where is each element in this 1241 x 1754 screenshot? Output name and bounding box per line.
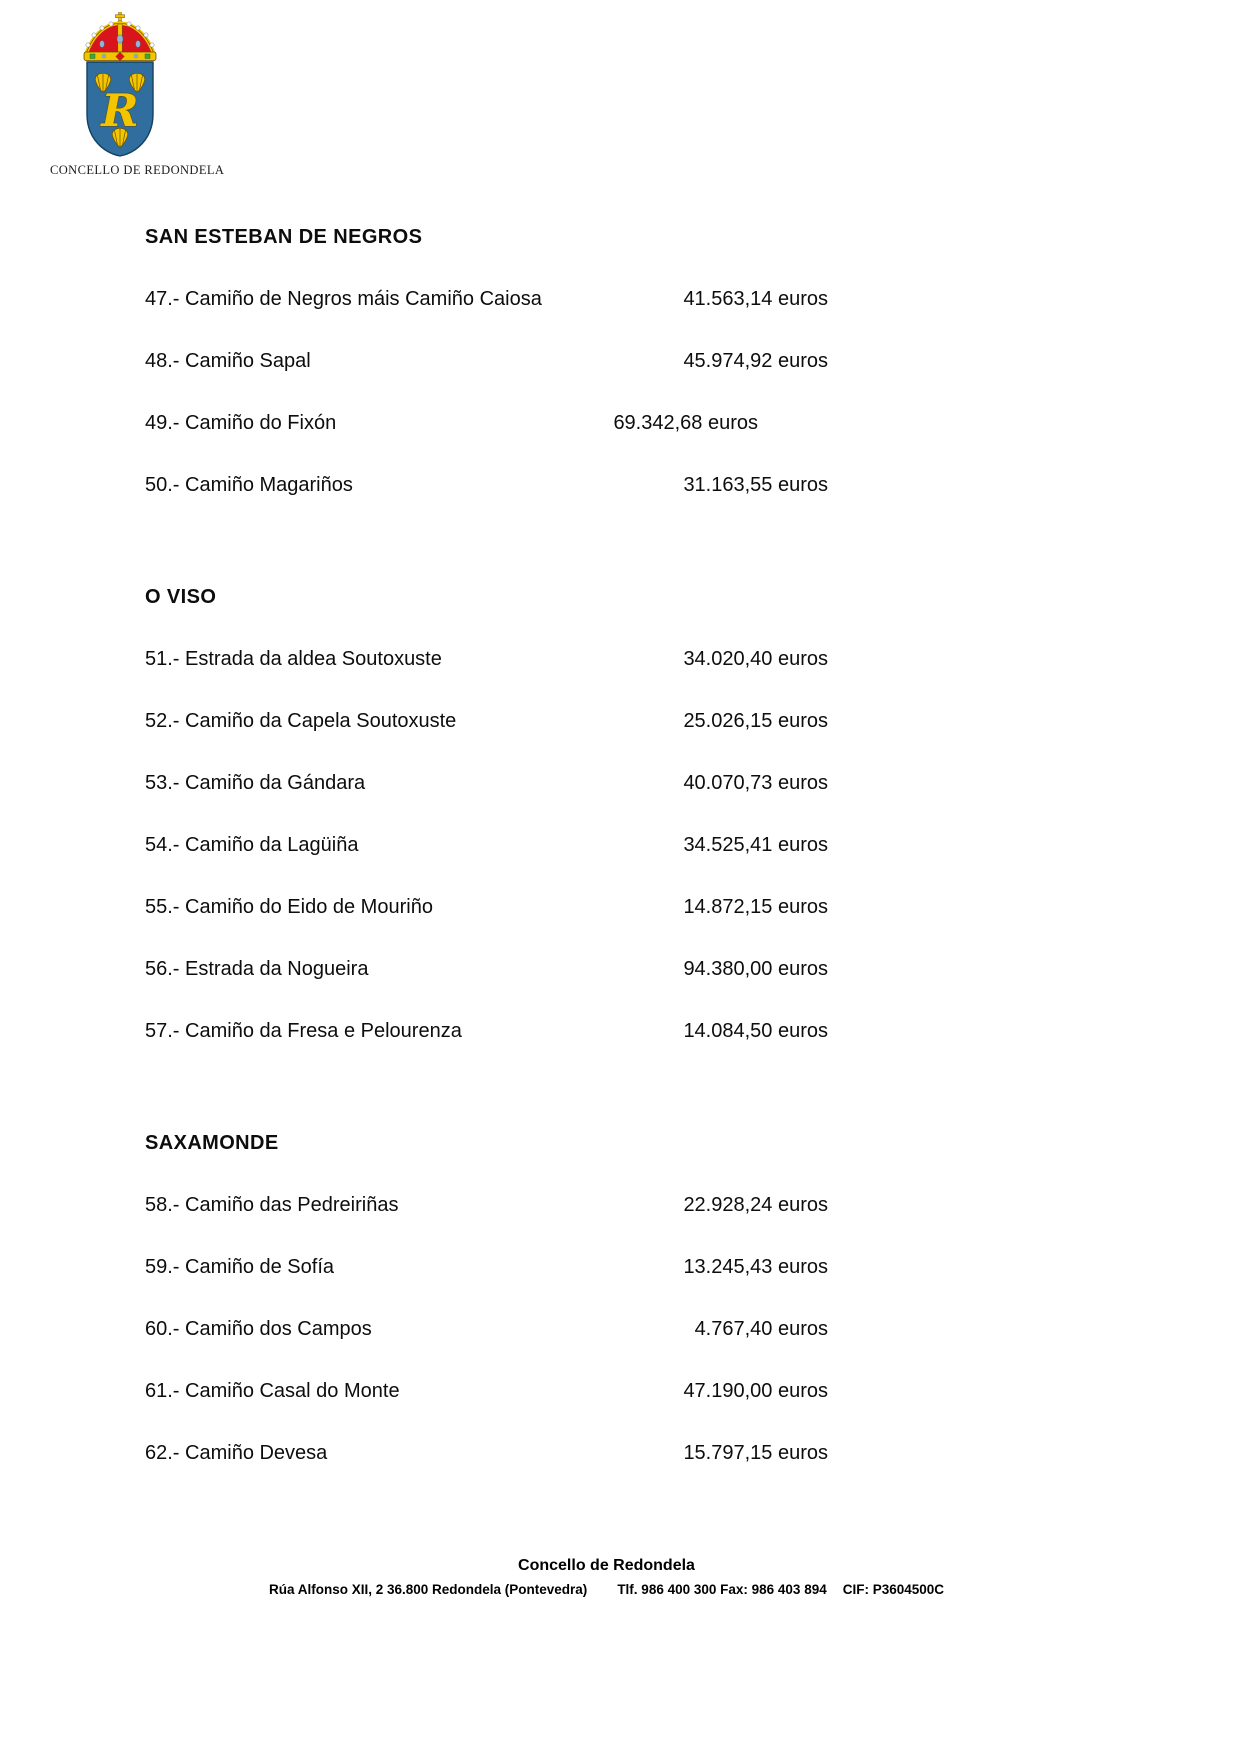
road-name: 52.- Camiño da Capela Soutoxuste [145,710,457,732]
section-title: O VISO [145,586,217,608]
amount-value: 22.928,24 euros [683,1194,828,1216]
parish-section [145,225,828,497]
budget-line-item [145,1255,828,1279]
amount-value: 47.190,00 euros [683,1380,828,1402]
footer-phone-fax: Tlf. 986 400 300 Fax: 986 403 894 [617,1582,827,1597]
road-name: 47.- Camiño de Negros máis Camiño Caiosa [145,288,542,310]
road-name: 49.- Camiño do Fixón [145,412,337,434]
road-name: 54.- Camiño da Lagüiña [145,834,359,856]
amount-value: 4.767,40 euros [694,1318,828,1340]
municipal-logo [50,12,225,178]
amount-value: 94.380,00 euros [683,958,828,980]
amount-value: 40.070,73 euros [683,772,828,794]
page-footer [0,1556,1241,1598]
road-name: 58.- Camiño das Pedreiriñas [145,1194,399,1216]
budget-line-item [145,895,828,919]
document-body [145,225,828,1465]
parish-section [145,1131,828,1465]
budget-line-item [145,957,828,981]
road-name: 61.- Camiño Casal do Monte [145,1380,400,1402]
amount-value: 25.026,15 euros [683,710,828,732]
amount-value: 14.872,15 euros [683,896,828,918]
road-name: 51.- Estrada da aldea Soutoxuste [145,648,442,670]
budget-line-item [145,1193,828,1217]
road-name: 59.- Camiño de Sofía [145,1256,334,1278]
budget-line-item [145,473,828,497]
amount-value: 34.020,40 euros [683,648,828,670]
budget-line-item [145,1441,828,1465]
logo-caption: CONCELLO DE REDONDELA [50,163,225,177]
amount-value: 45.974,92 euros [683,350,828,372]
road-name: 56.- Estrada da Nogueira [145,958,369,980]
road-name: 50.- Camiño Magariños [145,474,353,496]
budget-line-item [145,287,828,311]
amount-value: 41.563,14 euros [683,288,828,310]
coat-of-arms-icon [72,12,168,160]
road-name: 60.- Camiño dos Campos [145,1318,372,1340]
road-name: 57.- Camiño da Fresa e Pelourenza [145,1020,462,1042]
budget-line-item [145,771,828,795]
budget-line-item [145,833,828,857]
shield-letter: R [101,84,139,137]
budget-line-item [145,1317,828,1341]
footer-contact-line [0,1582,1213,1598]
road-name: 55.- Camiño do Eido de Mouriño [145,896,433,918]
amount-value: 13.245,43 euros [683,1256,828,1278]
section-title: SAXAMONDE [145,1132,279,1154]
budget-line-item [145,411,828,435]
footer-address: Rúa Alfonso XII, 2 36.800 Redondela (Pontevedra) [268,1582,588,1597]
budget-line-item [145,349,828,373]
budget-line-item [145,647,828,671]
road-name: 48.- Camiño Sapal [145,350,311,372]
budget-line-item [145,1019,828,1043]
section-title: SAN ESTEBAN DE NEGROS [145,226,423,248]
budget-line-item [145,709,828,733]
amount-value: 69.342,68 euros [613,412,758,434]
road-name: 53.- Camiño da Gándara [145,772,366,794]
crown-band [84,52,156,61]
amount-value: 14.084,50 euros [683,1020,828,1042]
amount-value: 15.797,15 euros [683,1442,828,1464]
budget-line-item [145,1379,828,1403]
road-name: 62.- Camiño Devesa [145,1442,328,1464]
parish-section [145,585,828,1043]
footer-org-name: Concello de Redondela [518,1557,695,1574]
footer-cif: CIF: P3604500C [842,1582,945,1597]
amount-value: 31.163,55 euros [683,474,828,496]
amount-value: 34.525,41 euros [683,834,828,856]
